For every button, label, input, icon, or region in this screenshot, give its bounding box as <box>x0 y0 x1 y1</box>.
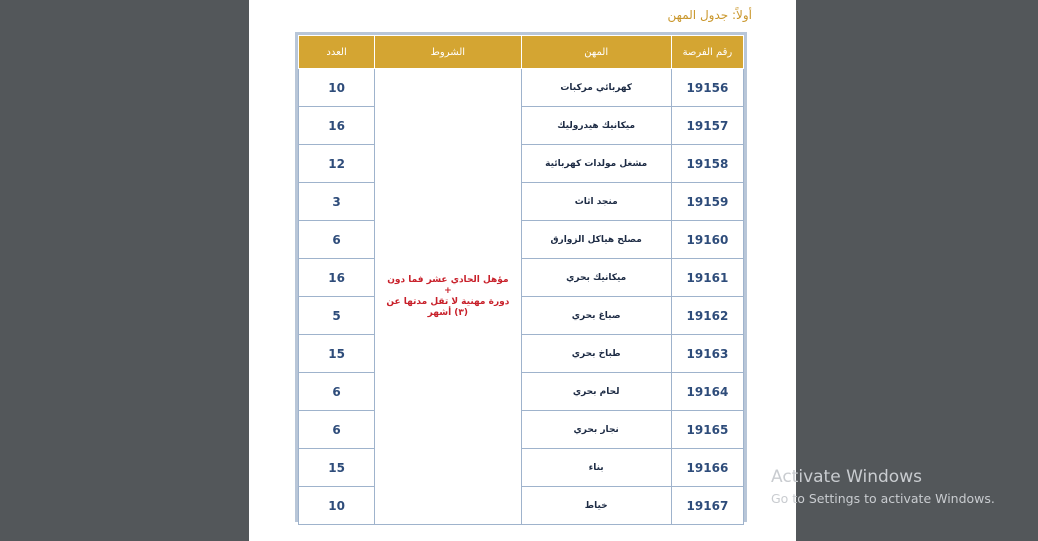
condition-line: مؤهل الحادي عشر فما دون <box>387 274 509 285</box>
opportunity-id: 19156 <box>671 69 743 107</box>
job-count: 6 <box>299 411 375 449</box>
table-row <box>299 107 744 145</box>
conditions-cell <box>375 69 521 525</box>
table-row <box>299 487 744 525</box>
job-name: ميكانيك بحري <box>521 259 671 297</box>
jobs-table-frame <box>295 32 747 522</box>
opportunity-id: 19164 <box>671 373 743 411</box>
job-name: مصلح هياكل الزوارق <box>521 221 671 259</box>
job-count: 15 <box>299 449 375 487</box>
activate-windows-watermark <box>771 466 995 508</box>
table-row <box>299 411 744 449</box>
job-name: مشغل مولدات كهربائية <box>521 145 671 183</box>
table-row <box>299 183 744 221</box>
job-count: 16 <box>299 259 375 297</box>
job-count: 10 <box>299 487 375 525</box>
job-name: بناء <box>521 449 671 487</box>
job-name: ميكانيك هيدروليك <box>521 107 671 145</box>
table-row <box>299 373 744 411</box>
job-name: طباخ بحري <box>521 335 671 373</box>
section-title: أولاً: جدول المهن <box>667 8 752 22</box>
job-name: كهربائي مركبات <box>521 69 671 107</box>
job-count: 3 <box>299 183 375 221</box>
job-count: 16 <box>299 107 375 145</box>
table-row <box>299 259 744 297</box>
opportunity-id: 19160 <box>671 221 743 259</box>
opportunity-id: 19167 <box>671 487 743 525</box>
watermark-title: Activate Windows <box>771 467 922 487</box>
job-name: صباغ بحري <box>521 297 671 335</box>
opportunity-id: 19163 <box>671 335 743 373</box>
table-row <box>299 449 744 487</box>
header-count: العدد <box>299 36 375 69</box>
table-row <box>299 297 744 335</box>
table-row <box>299 145 744 183</box>
opportunity-id: 19161 <box>671 259 743 297</box>
job-name: منجد اثاث <box>521 183 671 221</box>
job-count: 5 <box>299 297 375 335</box>
jobs-table <box>298 35 744 525</box>
opportunity-id: 19165 <box>671 411 743 449</box>
condition-line: (٣) أشهر <box>427 307 469 318</box>
job-count: 6 <box>299 373 375 411</box>
opportunity-id: 19158 <box>671 145 743 183</box>
opportunity-id: 19159 <box>671 183 743 221</box>
condition-plus: + <box>444 285 452 296</box>
job-name: خياط <box>521 487 671 525</box>
opportunity-id: 19162 <box>671 297 743 335</box>
header-conditions: الشروط <box>375 36 521 69</box>
job-count: 15 <box>299 335 375 373</box>
opportunity-id: 19166 <box>671 449 743 487</box>
table-row <box>299 221 744 259</box>
job-count: 10 <box>299 69 375 107</box>
watermark-subtitle: Go to Settings to activate Windows. <box>771 491 995 506</box>
header-job: المهن <box>521 36 671 69</box>
table-body <box>299 69 744 525</box>
document-page <box>249 0 796 541</box>
job-name: نجار بحري <box>521 411 671 449</box>
job-name: لحام بحري <box>521 373 671 411</box>
table-header-row <box>299 36 744 69</box>
table-row <box>299 69 744 107</box>
condition-line: دورة مهنية لا تقل مدتها عن <box>386 296 510 307</box>
job-count: 12 <box>299 145 375 183</box>
opportunity-id: 19157 <box>671 107 743 145</box>
table-row <box>299 335 744 373</box>
header-id: رقم الفرصة <box>671 36 743 69</box>
job-count: 6 <box>299 221 375 259</box>
